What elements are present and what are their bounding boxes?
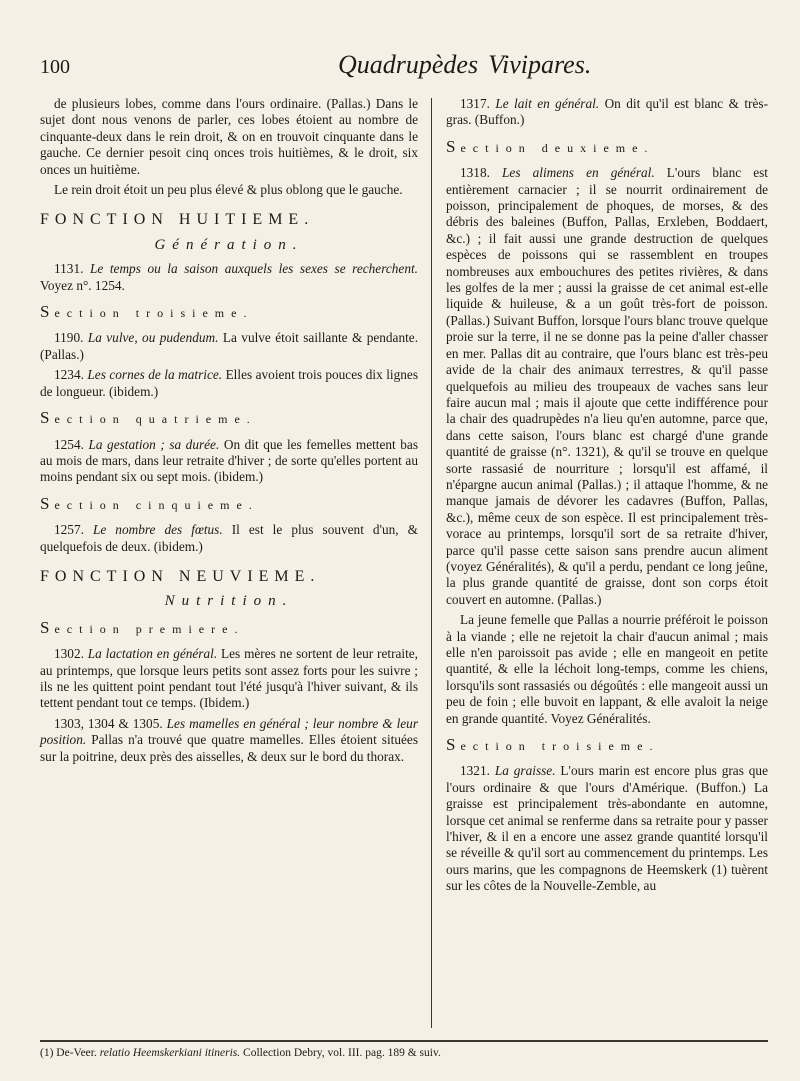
right-column: [446, 96, 768, 899]
entry-1190: 1190. La vulve, ou pudendum. La vulve étoit saillante & pendante. (Pallas.): [40, 330, 419, 362]
entry-1257: 1257. Le nombre des fœtus. Il est le plus souvent d'un, & quelquefois de deux. (ibidem.): [40, 522, 418, 554]
footnote-rule: [40, 1040, 768, 1042]
entry-1303: 1303, 1304 & 1305. Les mamelles en général ; leur nombre & leur position. Pallas n'a trouvé que quatre mamelles. Elles étoient situées sur la poitrine, deux près des aisselles, & deux sur le bord du thorax.: [40, 715, 419, 764]
function-subheading: Génération.: [154, 236, 304, 253]
column-divider: [431, 98, 432, 1028]
entry-1302: 1302. La lactation en général. Les mères ne sortent de leur retraite, au printemps, que lorsque leurs petits sont assez forts pour les suivre ; ils ne les quittent point pendant tout l'été jusqu'à l'hiver suivant, & ils tettent pendant tout ce temps. (Ibidem.): [40, 646, 419, 711]
paragraph: de plusieurs lobes, comme dans l'ours ordinaire. (Pallas.) Dans le sujet dont nous venons de parler, ces lobes étoient au nombre de cinquante-deux dans le rein droit, & on en trouvoit cinquante dans le gauche. Ce dernier pesoit cinq onces trois huitièmes, & le droit, six onces un huitième.: [40, 96, 418, 177]
running-title: Quadrupèdes Vivipares.: [338, 50, 592, 79]
section-heading: Section troisieme.: [40, 302, 254, 322]
section-heading: Section premiere.: [40, 617, 245, 637]
paragraph: La jeune femelle que Pallas a nourrie préféroit le poisson à la viande ; elle ne rejetoit la chair d'aucun animal ; mais elle n'en paroissoit pas avide ; elle en mangeoit en petite quantité, & elle la léchoit long-temps, comme les chiens, lorsqu'ils sont rassasiés ou dégoûtés : elle mangeoit aussi un peu de foin ; elle buvoit en lappant, & elle avaloit la neige en grande quantité. Voyez Généralités.: [446, 612, 768, 726]
function-heading: FONCTION HUITIEME.: [40, 211, 315, 229]
entry-1254: 1254. La gestation ; sa durée. On dit que les femelles mettent bas au mois de mars, dans leur retraite d'hiver ; de sorte qu'elles portent au moins pendant six ou sept mois. (ibidem.): [40, 436, 418, 485]
entry-1317: 1317. Le lait en général. On dit qu'il est blanc & très-gras. (Buffon.): [446, 96, 768, 128]
section-heading: Section cinquieme.: [40, 493, 259, 513]
section-heading: Section quatrieme.: [40, 408, 257, 428]
page-number: 100: [40, 56, 70, 78]
entry-1321: 1321. La graisse. L'ours marin est encore plus gras que l'ours ordinaire & que l'ours d'Amérique. (Buffon.) La graisse est principalement très-abondante en automne, lorsque cet animal se renferme dans sa retraite pour y passer l'hiver, & il en a encore une assez grande quantité lorsqu'il se réveille & qu'il sort au commencement du printemps. Les ours marins, que les compagnons de Heemskerk (1) tuèrent sur les côtes de la Nouvelle-Zemble, au: [446, 763, 768, 894]
entry-1234: 1234. Les cornes de la matrice. Elles avoient trois pouces dix lignes de longueur. (ibidem.): [40, 367, 418, 399]
paragraph: Le rein droit étoit un peu plus élevé & plus oblong que le gauche.: [54, 182, 403, 198]
section-heading: Section deuxieme.: [446, 136, 655, 156]
running-header: [40, 50, 760, 90]
footnote: (1) De-Veer. relatio Heemskerkiani itineris. Collection Debry, vol. III. pag. 189 & suiv.: [40, 1047, 441, 1059]
function-subheading: Nutrition.: [164, 593, 294, 610]
section-heading: Section troisieme.: [446, 735, 660, 755]
left-column: [40, 96, 418, 769]
entry-1131: 1131. Le temps ou la saison auxquels les sexes se recherchent. Voyez n°. 1254.: [40, 261, 418, 293]
entry-1318: 1318. Les alimens en général. L'ours blanc est entièrement carnacier ; il se nourrit ordinairement de poisson, principalement de phoques, de morses, & des débris des baleines (Buffon, Pallas, Erxleben, Boddaert, &c.) ; il fait aussi une grande destruction de quelques espèces de poissons qui se rassemblent en troupes nombreuses aux embouchures des petites rivières, & dans les golfes de la mer ; aussi la graisse de cet animal est-elle liquide & huileuse, & a un goût très-fort de poisson. (Pallas.) Suivant Buffon, lorsque l'ours blanc trouve quelque proie sur la terre, il ne se donne pas la peine d'aller chasser en mer. Pallas dit au contraire, que l'ours blanc est très-peu avide de la chair des animaux terrestres, & qu'il passe quelquefois au milieu des troupeaux de vaches sans leur faire aucun mal ; mais il ajoute que cette indifférence pour la chair des quadrupèdes n'a lieu qu'en automne, parce que, dans cette saison, l'ours blanc est chargé d'une grande quantité de graisse (n°. 1321), & qu'il se trouve en quelque sorte rassasié de nourriture ; lorsqu'il est affamé, il n'épargne aucun animal (Pallas.) ; il attaque l'homme, & ne manque jamais de dévorer les cadavres (Buffon, Pallas, &c.), même ceux de son espèce. Il est principalement très-vorace au printemps, lorsqu'il sort de sa retraite d'hiver, parce qu'il passe cette saison sans prendre aucun aliment (voyez Généralités), & qu'il a perdu, pendant ce long jeûne, la plus grande quantité de graisse, dont son corps étoit couvert en automne. (Pallas.): [446, 165, 768, 607]
function-heading: FONCTION NEUVIEME.: [40, 567, 321, 585]
